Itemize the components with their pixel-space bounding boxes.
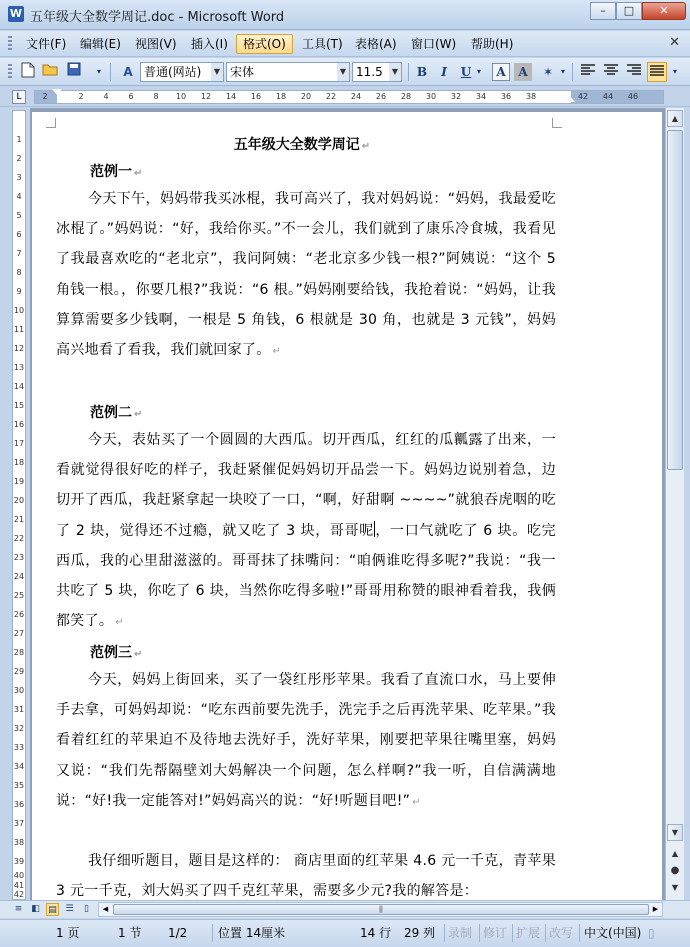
- ruler-tick-label: 32: [450, 92, 462, 101]
- select-browse-object-icon[interactable]: ●: [670, 865, 680, 876]
- menu-table[interactable]: 表格(A): [355, 37, 397, 51]
- status-overtype[interactable]: 改写: [549, 926, 574, 940]
- vruler-tick-label: 22: [13, 534, 25, 543]
- toolbar-separator: [572, 63, 573, 81]
- vruler-tick-label: 41: [13, 881, 25, 890]
- section-heading[interactable]: [90, 642, 142, 662]
- vruler-tick-label: 30: [13, 686, 25, 695]
- vruler-tick-label: 40: [13, 871, 25, 880]
- previous-page-icon[interactable]: ▲: [671, 849, 679, 858]
- status-track-changes[interactable]: 修订: [483, 926, 508, 940]
- vruler-tick-label: 24: [13, 572, 25, 581]
- ruler-tick-label: 22: [325, 92, 337, 101]
- ruler-tick-label: 18: [275, 92, 287, 101]
- status-separator: [479, 924, 480, 942]
- new-document-icon[interactable]: [18, 62, 38, 82]
- toolbar-separator: [408, 63, 409, 81]
- ruler-tick-label: 28: [400, 92, 412, 101]
- horizontal-scroll-thumb[interactable]: ⫼: [113, 904, 649, 915]
- toolbar-grip-handle[interactable]: [8, 64, 12, 80]
- character-border-button[interactable]: A: [492, 63, 510, 81]
- scroll-right-icon[interactable]: ▶: [652, 905, 659, 913]
- crop-mark: [552, 118, 562, 128]
- section-heading-text: 范例三: [90, 645, 132, 661]
- vruler-tick-label: 20: [13, 496, 25, 505]
- vertical-ruler[interactable]: [12, 110, 26, 900]
- save-icon[interactable]: [64, 62, 84, 82]
- vruler-tick-label: 4: [16, 192, 22, 201]
- section-heading[interactable]: [90, 402, 142, 422]
- body-paragraph[interactable]: [56, 425, 556, 638]
- paragraph-mark-icon: ↵: [412, 796, 421, 808]
- ruler-tick-label: 46: [627, 92, 639, 101]
- vruler-tick-label: 17: [13, 439, 25, 448]
- font-select-value: 宋体: [230, 65, 255, 79]
- paragraph-text: ，一口气就吃了 6 块。吃完西瓜，我的心里甜滋滋的。哥哥抹了抹嘴问：“咱俩谁吃得多呢?”我说：“我一共吃了 5 块，你吃了 6 块，当然你吃得多啦!”哥哥用称赞的眼神看着我，我俩都笑了。: [56, 522, 556, 630]
- status-position: 位置 14厘米: [218, 926, 286, 940]
- document-area[interactable]: [30, 108, 665, 900]
- next-page-icon[interactable]: ▼: [671, 883, 679, 892]
- document-title[interactable]: [32, 134, 572, 154]
- styles-pane-icon[interactable]: A: [123, 65, 133, 79]
- toolbar-separator: [110, 63, 111, 81]
- ruler-tick-label: 14: [225, 92, 237, 101]
- outline-view-icon[interactable]: ☰: [65, 904, 74, 914]
- vruler-tick-label: 10: [13, 306, 25, 315]
- vruler-tick-label: 25: [13, 591, 25, 600]
- vruler-tick-label: 26: [13, 610, 25, 619]
- vruler-tick-label: 3: [16, 173, 22, 182]
- vruler-tick-label: 33: [13, 743, 25, 752]
- ruler-tick-label: 30: [425, 92, 437, 101]
- vruler-tick-label: 29: [13, 667, 25, 676]
- status-separator: [545, 924, 546, 942]
- normal-view-icon[interactable]: ≡: [14, 904, 23, 914]
- body-paragraph[interactable]: [56, 846, 556, 900]
- print-layout-view-icon[interactable]: ▤: [46, 903, 59, 916]
- paragraph-mark-icon: ↵: [115, 617, 124, 629]
- menu-window[interactable]: 窗口(W): [411, 37, 457, 51]
- tab-selector-icon[interactable]: L: [12, 90, 26, 104]
- justify-icon[interactable]: [647, 62, 667, 82]
- menu-help[interactable]: 帮助(H): [471, 37, 514, 51]
- ruler-tick-label: 20: [300, 92, 312, 101]
- scroll-up-icon[interactable]: ▲: [667, 110, 683, 127]
- spelling-status-icon[interactable]: ▯: [648, 926, 655, 940]
- word-app-icon[interactable]: W: [9, 7, 23, 20]
- status-separator: [579, 924, 580, 942]
- ruler-tick-label: 6: [128, 92, 134, 101]
- paragraph-mark-icon: ↵: [361, 141, 371, 152]
- status-page: 1 页: [56, 926, 80, 940]
- formatting-toolbar: [0, 58, 690, 86]
- horizontal-scrollbar[interactable]: [98, 902, 663, 917]
- vruler-tick-label: 16: [13, 420, 25, 429]
- ruler-tick-label: 38: [525, 92, 537, 101]
- status-separator: [212, 924, 213, 942]
- crop-mark: [46, 118, 56, 128]
- minimize-button[interactable]: –: [590, 2, 616, 20]
- menu-file[interactable]: 文件(F): [26, 37, 67, 51]
- close-document-icon[interactable]: ✕: [669, 35, 680, 50]
- vertical-scroll-thumb[interactable]: [667, 130, 683, 470]
- vruler-tick-label: 38: [13, 838, 25, 847]
- font-select[interactable]: [226, 62, 350, 82]
- style-select-value: 普通(网站): [144, 65, 202, 79]
- vruler-tick-label: 13: [13, 363, 25, 372]
- document-title-text: 五年级大全数学周记: [233, 137, 360, 153]
- vruler-tick-label: 27: [13, 629, 25, 638]
- vruler-tick-label: 42: [13, 890, 25, 899]
- underline-button[interactable]: U: [460, 65, 472, 79]
- text-effects-chevron-icon[interactable]: ▾: [560, 67, 565, 76]
- web-layout-view-icon[interactable]: ◧: [31, 904, 40, 914]
- status-record-macro[interactable]: 录制: [448, 926, 473, 940]
- vruler-tick-label: 37: [13, 819, 25, 828]
- scroll-down-icon[interactable]: ▼: [667, 824, 683, 841]
- paragraph-mark-icon: ↵: [134, 649, 143, 660]
- document-page[interactable]: [32, 112, 662, 900]
- window-title: 五年级大全数学周记.doc - Microsoft Word: [30, 10, 285, 25]
- vruler-tick-label: 5: [16, 211, 22, 220]
- status-extend-selection[interactable]: 扩展: [516, 926, 541, 940]
- menu-format[interactable]: 格式(O): [236, 34, 293, 54]
- vruler-tick-label: 1: [16, 135, 22, 144]
- ruler-tick-label: 42: [577, 92, 589, 101]
- text-effects-icon[interactable]: ✶: [542, 65, 554, 79]
- italic-button[interactable]: I: [441, 65, 447, 79]
- section-heading-text: 范例二: [90, 405, 132, 421]
- open-folder-icon[interactable]: [40, 62, 60, 82]
- status-column: 29 列: [404, 926, 436, 940]
- view-and-scroll-bar: [0, 900, 690, 918]
- window-controls: [590, 2, 686, 20]
- ruler-tick-label: 26: [375, 92, 387, 101]
- status-section: 1 节: [118, 926, 142, 940]
- vruler-tick-label: 19: [13, 477, 25, 486]
- status-separator: [512, 924, 513, 942]
- menu-tools[interactable]: 工具(T): [302, 37, 343, 51]
- ruler-tick-label: 8: [153, 92, 159, 101]
- vruler-tick-label: 6: [16, 230, 22, 239]
- vruler-tick-label: 9: [16, 287, 22, 296]
- vruler-tick-label: 21: [13, 515, 25, 524]
- scroll-left-icon[interactable]: ◀: [102, 905, 109, 913]
- ruler-tick-label: 34: [475, 92, 487, 101]
- body-paragraph[interactable]: [56, 184, 556, 367]
- first-line-indent-marker-icon[interactable]: [52, 89, 62, 95]
- vruler-tick-label: 15: [13, 401, 25, 410]
- vruler-tick-label: 11: [13, 325, 25, 334]
- ruler-tick-label: 16: [250, 92, 262, 101]
- vruler-tick-label: 28: [13, 648, 25, 657]
- section-heading-text: 范例一: [90, 164, 132, 180]
- vruler-tick-label: 23: [13, 553, 25, 562]
- reading-layout-view-icon[interactable]: ▯: [84, 904, 89, 914]
- status-bar: [0, 919, 690, 947]
- vruler-tick-label: 8: [16, 268, 22, 277]
- right-indent-marker-icon[interactable]: [565, 96, 575, 102]
- ruler-tick-label: 24: [350, 92, 362, 101]
- status-line: 14 行: [360, 926, 392, 940]
- ruler-tick-label: 4: [103, 92, 109, 101]
- paragraph-text: 今天，表姑买了一个圆圆的大西瓜。切开西瓜，红红的瓜瓤露了出来，一看就觉得很好吃的样子，我赶紧催促妈妈切开品尝一下。妈妈边说别着急，边切开了西瓜，我赶紧拿起一块咬了一口，“啊，好甜啊 ~~~~”就狼吞虎咽的吃了 2 块，觉得还不过瘾，就又吃了 3 块，哥哥呢: [56, 432, 556, 539]
- bold-button[interactable]: B: [416, 65, 428, 79]
- menu-edit[interactable]: 编辑(E): [80, 37, 121, 51]
- toolbar-overflow-chevron-icon[interactable]: ▾: [672, 67, 677, 76]
- font-size-select[interactable]: [352, 62, 402, 82]
- align-center-icon[interactable]: [601, 62, 621, 82]
- vruler-tick-label: 31: [13, 705, 25, 714]
- horizontal-ruler[interactable]: [34, 90, 664, 104]
- menu-grip-handle[interactable]: [8, 36, 12, 52]
- close-button[interactable]: ✕: [642, 2, 686, 20]
- toolbar-options-chevron-icon[interactable]: ▾: [96, 67, 101, 76]
- ruler-tick-label: 2: [42, 92, 48, 101]
- ruler-tick-label: 10: [175, 92, 187, 101]
- paragraph-mark-icon: ↵: [272, 346, 282, 358]
- body-paragraph[interactable]: [56, 665, 556, 818]
- section-heading[interactable]: [90, 161, 142, 181]
- vruler-tick-label: 39: [13, 857, 25, 866]
- status-page-of: 1/2: [168, 926, 188, 940]
- style-select[interactable]: [140, 62, 224, 82]
- menu-view[interactable]: 视图(V): [135, 37, 177, 51]
- status-language[interactable]: 中文(中国): [584, 926, 642, 940]
- paragraph-text: 今天下午，妈妈带我买冰棍，我可高兴了，我对妈妈说：“妈妈，我最爱吃冰棍了。”妈妈说：“好，我给你买。”不一会儿，我们就到了康乐冷食城，我看见了我最喜欢吃的“老北京”，我问阿姨：“老北京多少钱一根?”阿姨说：“这个 5 角钱一根。，你要几根?”我说：“6 根。”妈妈刚要给钱，我抢着说：“妈妈，让我算算需要多少钱啊，一根是 5 角钱，6 根就是 30 角，也就是 3 元钱”，妈妈高兴地看了看我，我们就回家了。: [56, 191, 556, 359]
- paragraph-mark-icon: ↵: [134, 409, 143, 420]
- vruler-tick-label: 12: [13, 344, 25, 353]
- vruler-tick-label: 2: [16, 154, 22, 163]
- paragraph-text: 今天，妈妈上街回来，买了一袋红彤彤苹果。我看了直流口水，马上要伸手去拿，可妈妈却说：“吃东西前要先洗手，洗完手之后再洗苹果、吃苹果。”我看着红红的苹果迫不及待地去洗好手，洗好苹果，刚要把苹果往嘴里塞，妈妈又说：“我们先帮隔壁刘大妈解决一个问题，怎么样啊?”我一听，自信满满地说：“好!我一定能答对!”妈妈高兴的说：“好!听题目吧!”: [56, 672, 556, 809]
- title-bar[interactable]: [0, 0, 690, 30]
- font-size-value: 11.5: [356, 65, 383, 79]
- ruler-tick-label: 36: [500, 92, 512, 101]
- underline-options-chevron-icon[interactable]: ▾: [476, 67, 481, 76]
- horizontal-ruler-bar: [0, 87, 690, 107]
- ruler-tick-label: 44: [602, 92, 614, 101]
- ruler-tick-label: 2: [78, 92, 84, 101]
- character-shading-button[interactable]: A: [514, 63, 532, 81]
- vruler-tick-label: 18: [13, 458, 25, 467]
- paragraph-mark-icon: ↵: [134, 168, 143, 179]
- chevron-down-icon[interactable]: ▼: [389, 63, 401, 81]
- vruler-tick-label: 14: [13, 382, 25, 391]
- vruler-tick-label: 7: [16, 249, 22, 258]
- maximize-button[interactable]: □: [616, 2, 642, 20]
- vruler-tick-label: 34: [13, 762, 25, 771]
- chevron-down-icon[interactable]: ▼: [337, 63, 349, 81]
- menu-insert[interactable]: 插入(I): [191, 37, 228, 51]
- paragraph-text: 我仔细听题目，题目是这样的： 商店里面的红苹果 4.6 元一千克，青苹果 3 元一千克，刘大妈买了四千克红苹果，需要多少元?我的解答是：: [56, 853, 556, 900]
- ruler-tick-label: 12: [200, 92, 212, 101]
- align-right-icon[interactable]: [624, 62, 644, 82]
- vruler-tick-label: 35: [13, 781, 25, 790]
- vertical-scrollbar[interactable]: [665, 108, 684, 900]
- menu-bar: [0, 31, 690, 57]
- align-left-icon[interactable]: [578, 62, 598, 82]
- vruler-tick-label: 36: [13, 800, 25, 809]
- chevron-down-icon[interactable]: ▼: [211, 63, 223, 81]
- status-separator: [444, 924, 445, 942]
- vruler-tick-label: 32: [13, 724, 25, 733]
